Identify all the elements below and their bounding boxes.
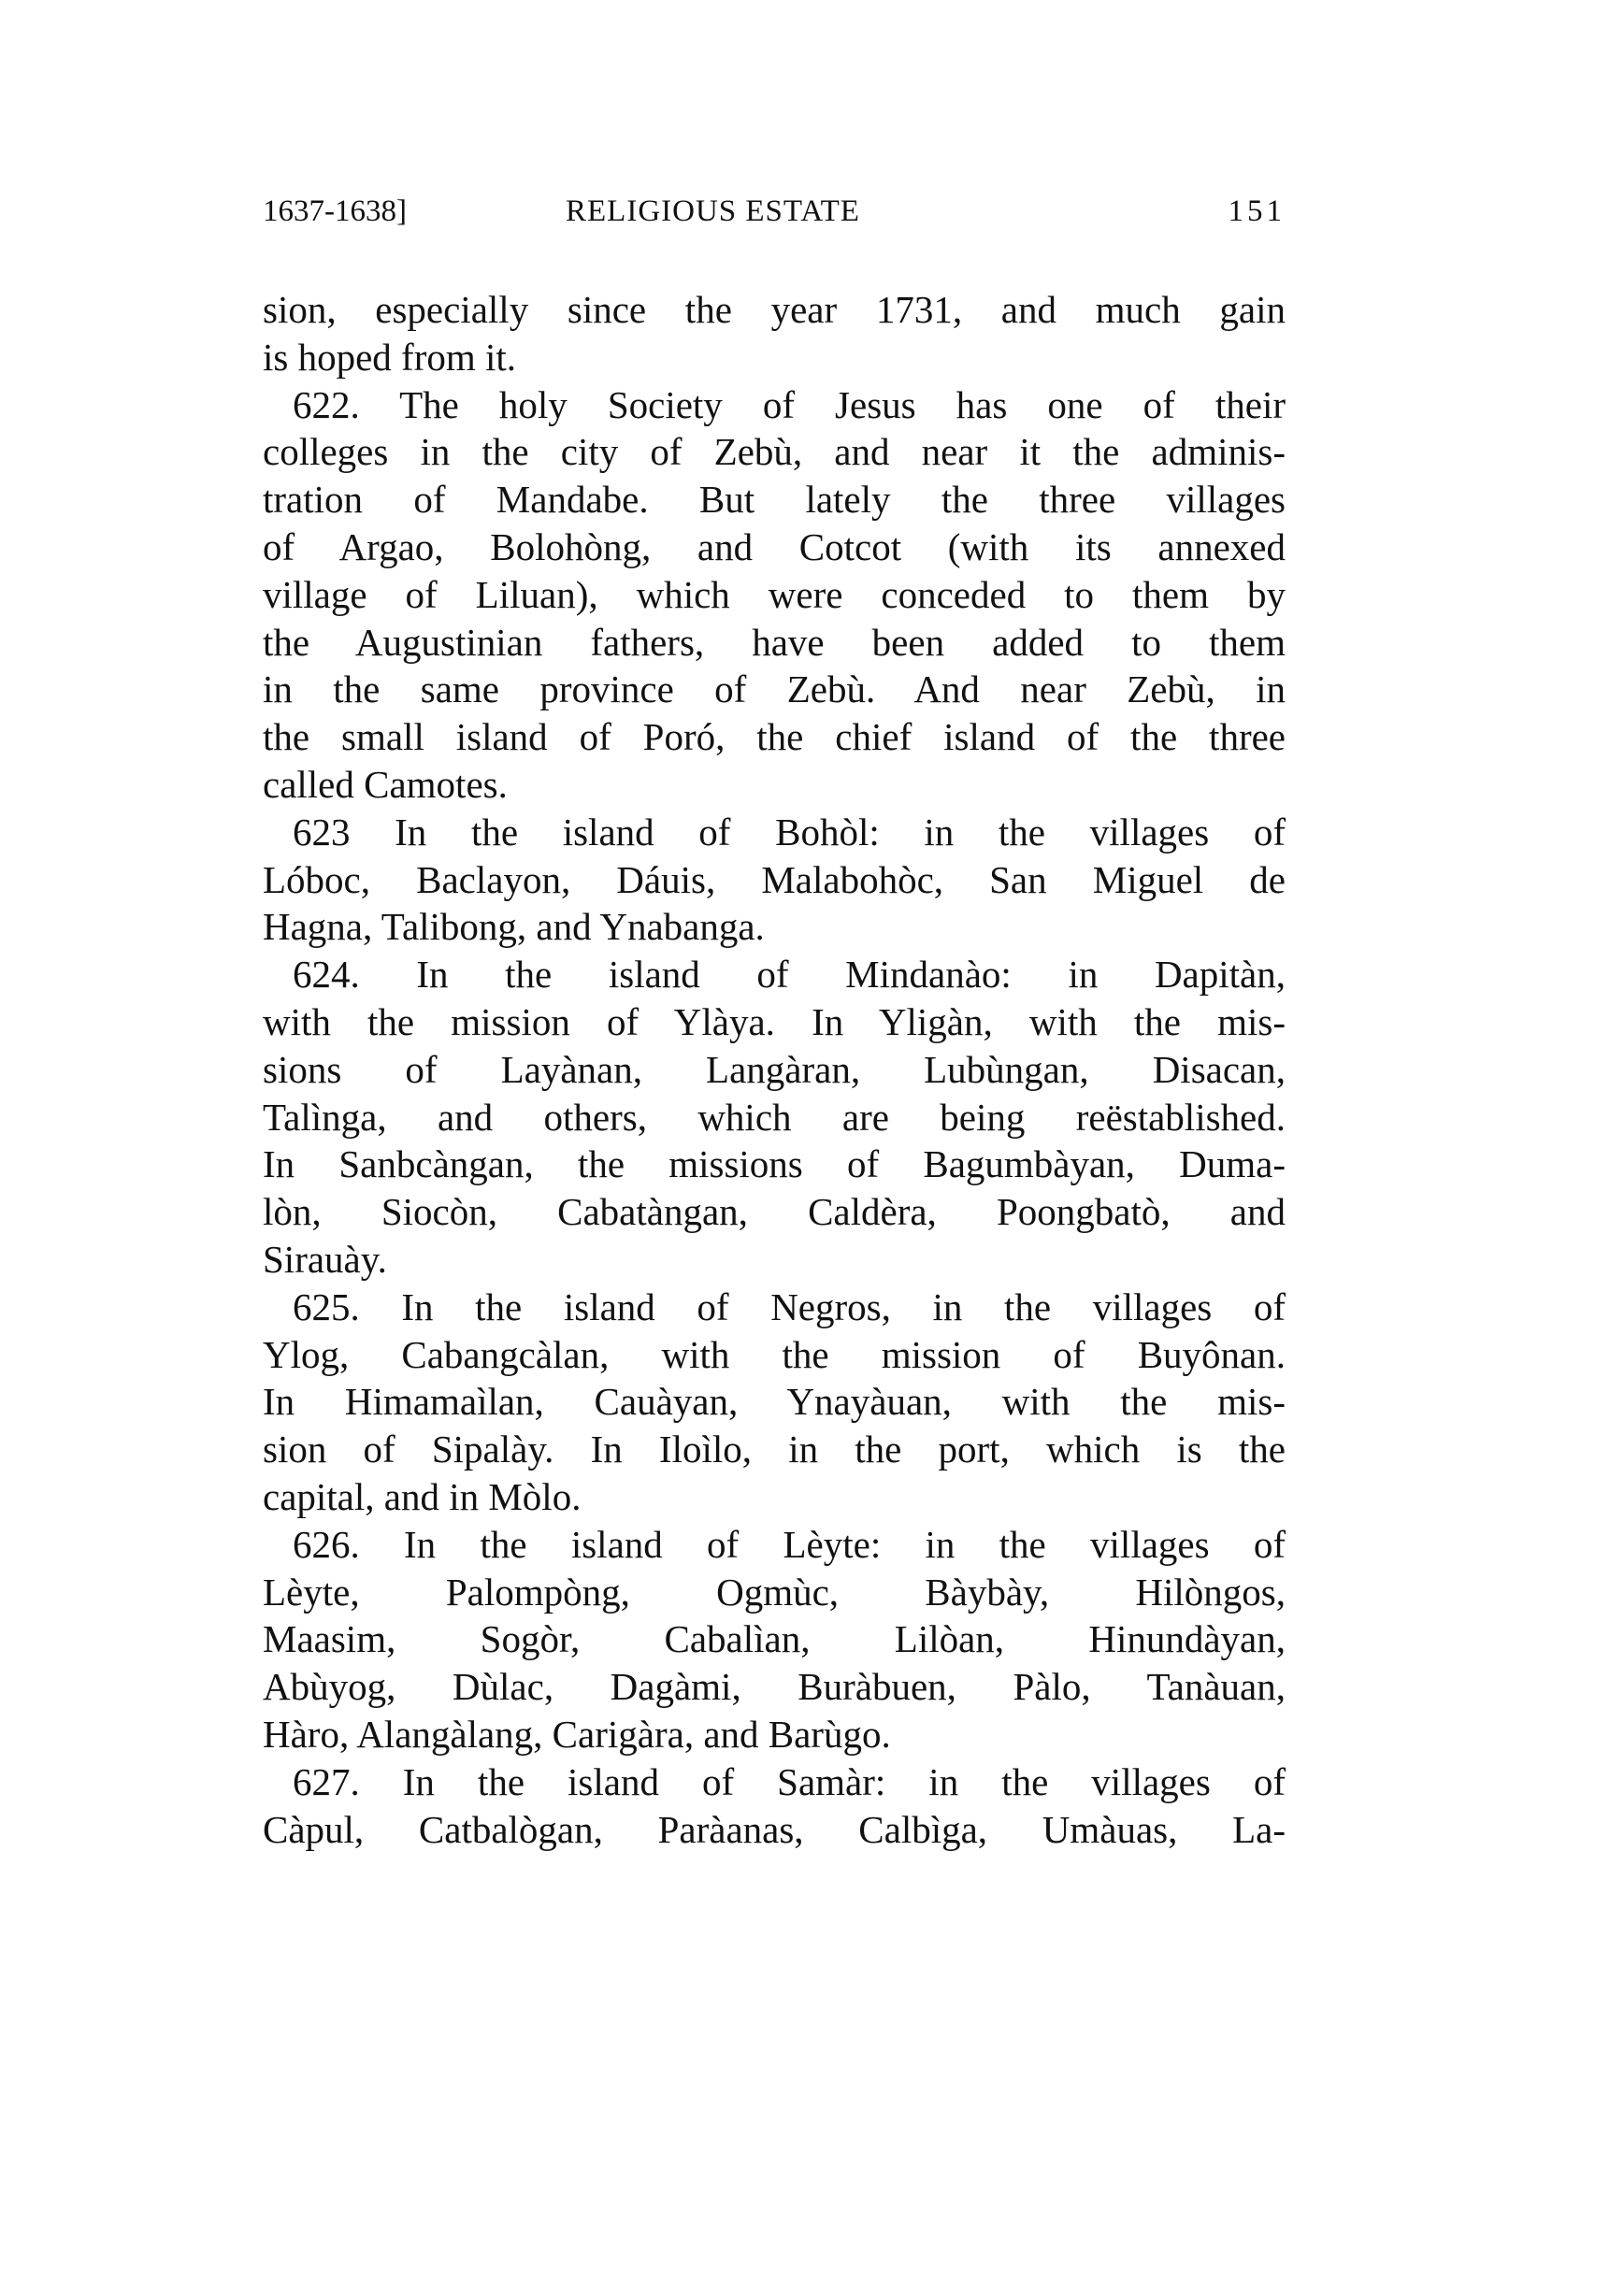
paragraph (263, 1758, 1286, 1854)
header-title: RELIGIOUS ESTATE (566, 194, 860, 228)
text-line: Ylog, Cabangcàlan, with the mission of Buyônan. (263, 1332, 1286, 1376)
running-header (263, 194, 1286, 241)
text-line: Càpul, Catbalògan, Paràanas, Calbìga, Umàuas, La- (263, 1807, 1286, 1851)
text-line: Sirauày. (263, 1237, 387, 1281)
text-line: 627. In the island of Samàr: in the villages of (293, 1759, 1286, 1803)
text-line: the Augustinian fathers, have been added to them (263, 620, 1286, 664)
page-number: 151 (1228, 194, 1286, 228)
text-line: sions of Layànan, Langàran, Lubùngan, Disacan, (263, 1047, 1286, 1091)
text-line: Abùyog, Dùlac, Dagàmi, Buràbuen, Pàlo, Tanàuan, (263, 1665, 1286, 1709)
text-line: 623 In the island of Bohòl: in the villages of (293, 810, 1286, 854)
text-line: In Sanbcàngan, the missions of Bagumbàyan, Duma- (263, 1142, 1286, 1186)
text-line: called Camotes. (263, 762, 508, 806)
text-line: 626. In the island of Lèyte: in the villages of (293, 1522, 1286, 1566)
text-line: Lóboc, Baclayon, Dáuis, Malabohòc, San Miguel de (263, 857, 1286, 901)
paragraph (263, 1284, 1286, 1521)
text-line: sion, especially since the year 1731, and much gain (263, 288, 1286, 331)
paragraph (263, 809, 1286, 951)
text-line: Hàro, Alangàlang, Carigàra, and Barùgo. (263, 1712, 891, 1756)
text-line: capital, and in Mòlo. (263, 1474, 582, 1518)
paragraph (263, 381, 1286, 809)
text-line: Maasim, Sogòr, Cabalìan, Lilòan, Hinundàyan, (263, 1617, 1286, 1661)
text-line: Hagna, Talibong, and Ynabanga. (263, 905, 765, 949)
text-line: the small island of Poró, the chief island of the three (263, 715, 1286, 759)
text-line: of Argao, Bolohòng, and Cotcot (with its annexed (263, 524, 1286, 568)
text-line: lòn, Siocòn, Cabatàngan, Caldèra, Poongbatò, and (263, 1190, 1286, 1234)
text-line: tration of Mandabe. But lately the three villages (263, 478, 1286, 522)
text-line: 624. In the island of Mindanào: in Dapitàn, (293, 953, 1286, 997)
text-line: is hoped from it. (263, 335, 517, 379)
page-body (263, 286, 1286, 1853)
text-line: 622. The holy Society of Jesus has one of their (293, 382, 1286, 426)
text-line: colleges in the city of Zebù, and near it the adminis- (263, 430, 1286, 474)
text-line: in the same province of Zebù. And near Zebù, in (263, 667, 1286, 711)
header-date-range: 1637-1638] (263, 194, 407, 228)
text-line: with the mission of Ylàya. In Yligàn, with the mis- (263, 999, 1286, 1043)
text-line: village of Liluan), which were conceded to them by (263, 572, 1286, 616)
text-line: Talìnga, and others, which are being reëstablished. (263, 1095, 1286, 1139)
text-line: Lèyte, Palompòng, Ogmùc, Bàybày, Hilòngos, (263, 1570, 1286, 1614)
paragraph (263, 286, 1286, 381)
text-line: In Himamaìlan, Cauàyan, Ynayàuan, with the mis- (263, 1380, 1286, 1424)
text-line: sion of Sipalày. In Iloìlo, in the port, which is the (263, 1428, 1286, 1471)
text-line: 625. In the island of Negros, in the villages of (293, 1284, 1286, 1328)
paragraph (263, 1521, 1286, 1758)
paragraph (263, 951, 1286, 1284)
